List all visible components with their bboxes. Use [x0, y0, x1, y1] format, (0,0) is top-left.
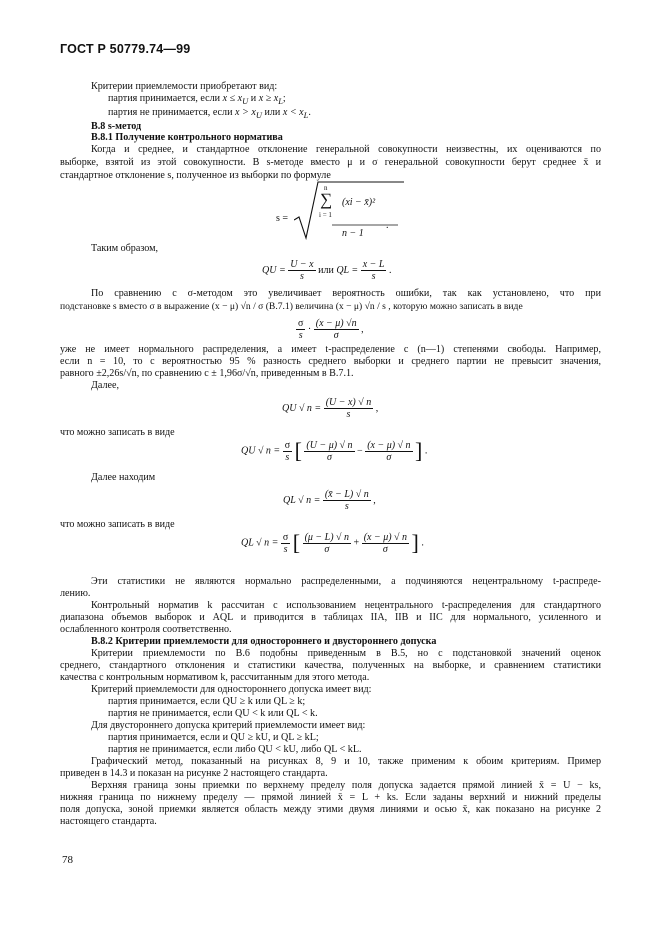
document-header: ГОСТ Р 50779.74—99: [60, 42, 191, 56]
criteria-accept: партия принимается, если $x \le x_U$ и $x \ge x_L$;: [108, 93, 286, 107]
para1-line2: выборке, взятой из этой совокупности. В s-методе вместо μ и σ генеральной совокупности берут среднее x̄ и: [60, 157, 601, 168]
para3-line1: уже не имеет нормального распределения, а имеет t-распределение с (n—1) степенями свободы. Например,: [60, 344, 601, 355]
para2-line1: По сравнению с σ-методом это увеличивает вероятность ошибки, так как установлено, что при: [91, 288, 601, 299]
para8-line2: нижняя граница по нижнему пределу — прямой линией x̄ = L + ks. Если заданы верхний и нижний пределы: [60, 792, 601, 803]
formula-s-lhs: s =: [276, 213, 289, 224]
formula-f1-tail: ,: [375, 402, 379, 414]
formula-f2-pre-num: σ: [284, 439, 291, 451]
formula-f4-lhs: QL √ n =: [241, 537, 279, 549]
formula-f1-den: s: [346, 409, 351, 420]
criteria-accept-and: и: [250, 93, 257, 104]
para3-line3: равного ±2,26s/√n, по сравнению с ± 1,96σ/√n, приведенным в В.7.1.: [60, 368, 354, 379]
section-b8-title: В.8 s-метод: [91, 121, 142, 132]
formula-f2-b-num: (x − μ) √ n: [367, 439, 411, 451]
formula-f4-a-den: σ: [324, 543, 330, 555]
formula-or-label: или: [318, 264, 334, 276]
formula-ratio-num1: σ: [298, 318, 304, 329]
sum-upper-limit: n: [324, 184, 328, 192]
para5-line2: диапазона объемов выборок и AQL и приводится в таблицах IIA, IIB и IIC для нормального, усиленного и: [60, 612, 601, 623]
formula-f2-op: −: [357, 445, 363, 457]
formula-ratio: $\frac{\sigma}{s}$ · $\frac{(x - \mu) √n}{\sigma}$ ,: [298, 318, 364, 341]
two-sided-reject: партия не принимается, если либо QU < kU, либо QL < kL.: [108, 744, 362, 755]
formula-f3-fraction: [323, 489, 371, 512]
formula-f3-num: (x̄ − L) √ n: [324, 489, 369, 500]
write-as-label-2: что можно записать в виде: [60, 519, 175, 530]
formula-ql-den: s: [371, 271, 376, 282]
formula-ql-sqrt: [283, 489, 376, 512]
formula-f4-b-num: (x − μ) √ n: [363, 531, 408, 543]
formula-ql-fraction: [361, 259, 387, 282]
formula-f4-b-den: σ: [382, 543, 388, 555]
formula-ql-lhs: QL =: [336, 264, 359, 276]
formula-f2-b-den: σ: [386, 451, 392, 463]
further-find-label: Далее находим: [91, 472, 156, 483]
formula-f1-lhs: QU √ n =: [282, 402, 322, 414]
thus-label: Таким образом,: [91, 243, 159, 254]
formula-f1-fraction: [324, 397, 374, 420]
formula-f2-a-den: σ: [327, 451, 332, 463]
criteria-intro: Критерии приемлемости приобретают вид:: [91, 81, 278, 92]
formula-f2-lhs: QU √ n =: [241, 445, 281, 457]
para4-line2: лению.: [60, 588, 91, 599]
formula-ratio-num2: (x − μ) √n: [315, 318, 357, 329]
para7-line2: приведен в 14.3 и показан на рисунке 2 настоящего стандарта.: [60, 768, 328, 779]
formula-f2-prefix: [283, 440, 292, 463]
formula-f2-tail: .: [424, 445, 428, 457]
formula-qu-sqrt: [282, 397, 378, 420]
section-b81-title: В.8.1 Получение контрольного норматива: [91, 132, 283, 143]
para4-line1: Эти статистики не являются нормально распределенными, а подчиняются нецентральному t-распреде-: [91, 576, 601, 587]
formula-qu-lhs: QU =: [262, 264, 286, 276]
formula-f4-op: +: [353, 537, 360, 549]
formula-f2-term-a: [304, 440, 354, 463]
sum-lower-limit: i = 1: [319, 211, 332, 219]
two-sided-title: Для двустороннего допуска критерий приемлемости имеет вид:: [91, 720, 366, 731]
formula-f3-tail: ,: [373, 494, 376, 506]
para8-line1: Верхняя граница зоны приемки по верхнему пределу поля допуска задается прямой линией x̄ = U − ks,: [91, 780, 601, 791]
para6-line3: качества с контрольным нормативом k, рассчитанным для этого метода.: [60, 672, 370, 683]
one-sided-reject: партия не принимается, если QU < k или QL < k.: [108, 708, 318, 719]
formula-ratio-den2: σ: [333, 330, 339, 341]
para7-line1: Графический метод, показанный на рисунках 8, 9 и 10, также применим к обоим критериям. Пример: [91, 756, 601, 767]
formula-f4-prefix: [281, 532, 290, 555]
para3-line2: если n = 10, то с вероятностью 95 % разность среднего выборки и среднего партии не превысит значения,: [60, 356, 601, 367]
formula-qu-den: s: [299, 271, 304, 282]
criteria-reject: партия не принимается, если $x > x_U$ или $x < x_L$.: [108, 107, 311, 121]
formula-qu-ql: [262, 259, 391, 282]
para5-line3: ослабленного контроля соответственно.: [60, 624, 232, 635]
write-as-label: что можно записать в виде: [60, 427, 175, 438]
formula-f4-pre-den: s: [283, 543, 288, 555]
para2-line2: подстановке s вместо σ в выражение (x − μ) √n / σ (В.7.1) величина (x − μ) √n / s , которую можно записать в виде: [60, 301, 523, 312]
formula-f4-pre-num: σ: [282, 531, 289, 543]
para8-line3: поля допуска, зоной приемки является область между этими двумя линиями и осью x̄, как показано на рисунке 2: [60, 804, 601, 815]
formula-f4-term-b: [362, 532, 409, 555]
formula-qu-expanded: QU √ n = $\frac{\sigma}{s}$ [ $\frac{(U - \mu) √ n}{\sigma}$ − $\frac{(x - \mu) √ n}{\sigma}$ ] .: [241, 438, 428, 463]
page-number: 78: [62, 854, 73, 866]
para1-line3: стандартное отклонение s, полученное из выборки по формуле: [60, 170, 331, 181]
formula-s: [276, 180, 406, 242]
formula-qu-fraction: [288, 259, 315, 282]
further-label: Далее,: [91, 380, 119, 391]
formula-ratio-tail: ,: [361, 323, 364, 335]
formula-ql-tail: .: [388, 264, 392, 276]
para8-line4: настоящего стандарта.: [60, 816, 157, 827]
one-sided-title: Критерий приемлемости для одностороннего допуска имеет вид:: [91, 684, 372, 695]
formula-f1-num: (U − x) √ n: [325, 397, 372, 408]
para5-line1: Контрольный норматив k рассчитан с использованием нецентрального t-распределения для стандартного: [91, 600, 601, 611]
one-sided-accept: партия принимается, если QU ≥ k или QL ≥ k;: [108, 696, 306, 707]
two-sided-accept: партия принимается, если и QU ≥ kU, и QL ≥ kL;: [108, 732, 319, 743]
criteria-accept-label: партия принимается, если: [108, 93, 221, 104]
formula-f4-term-a: [303, 532, 351, 555]
formula-f2-term-b: [365, 440, 412, 463]
sum-sign-icon: ∑: [320, 190, 333, 209]
section-b82-title: В.8.2 Критерии приемлемости для одностороннего и двустороннего допуска: [91, 636, 437, 647]
formula-f4-a-num: (μ − L) √ n: [304, 531, 350, 543]
formula-f3-den: s: [344, 501, 349, 512]
criteria-reject-or: или: [264, 107, 281, 118]
formula-ql-num: x − L: [362, 259, 385, 270]
formula-f2-a-num: (U − μ) √ n: [306, 439, 353, 451]
criteria-reject-label: партия не принимается, если: [108, 107, 233, 118]
formula-s-tail: .: [386, 220, 389, 231]
formula-ratio-frac1: [296, 318, 305, 341]
para6-line1: Критерии приемлемости по В.6 подобны приведенным в В.5, но с подстановкой значений оценок: [91, 648, 601, 659]
formula-s-numerator: (xi − x̄)²: [342, 197, 376, 208]
formula-f2-pre-den: s: [285, 451, 290, 463]
formula-qu-num: U − x: [290, 259, 314, 270]
para1-line1: Когда и среднее, и стандартное отклонение генеральной совокупности неизвестны, их оцениваются по: [91, 144, 601, 155]
formula-f4-tail: .: [421, 537, 424, 549]
formula-s-denominator: n − 1: [342, 228, 364, 239]
para6-line2: среднего, стандартного отклонения и статистики качества, полученных на выборке, и сравнением статистики: [60, 660, 601, 671]
formula-ql-expanded: QL √ n = $\frac{\sigma}{s}$ [ $\frac{(\mu - L) √ n}{\sigma}$ + $\frac{(x - \mu) √ n}{\sigma}$ ] .: [241, 530, 424, 555]
formula-ratio-frac2: [314, 318, 359, 341]
formula-f3-lhs: QL √ n =: [283, 494, 321, 506]
formula-ratio-den1: s: [298, 330, 303, 341]
